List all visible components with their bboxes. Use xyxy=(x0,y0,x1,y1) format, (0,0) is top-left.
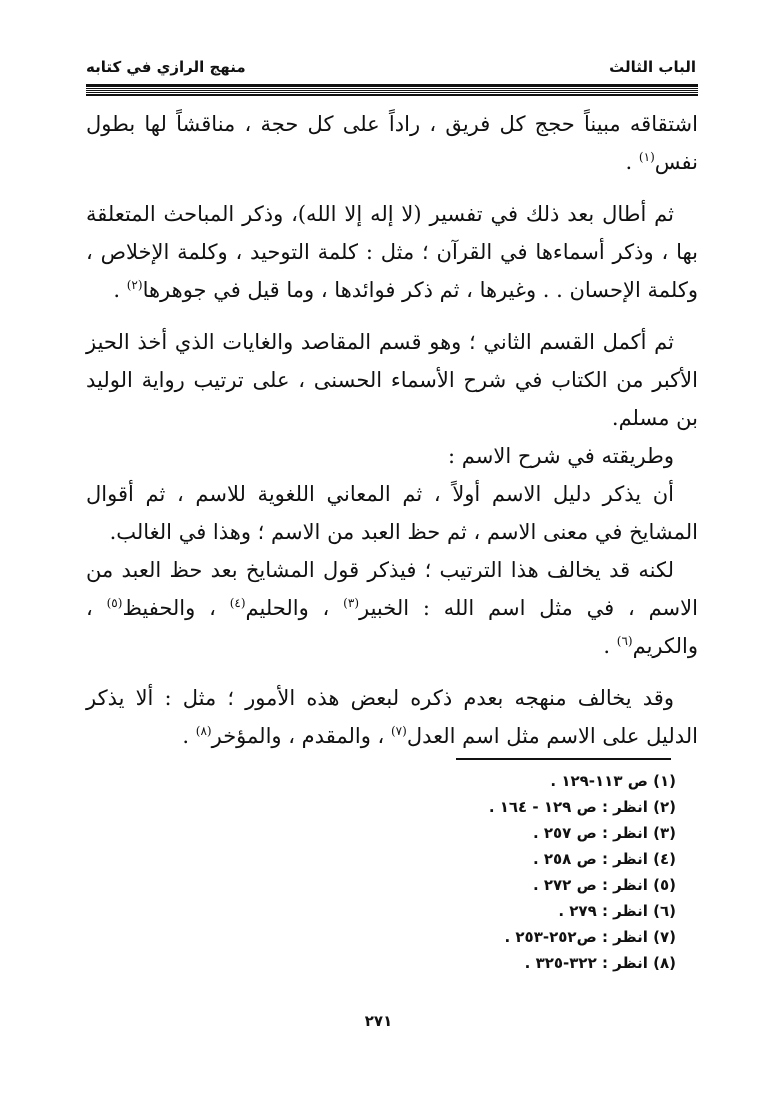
footnote-6: (٦) انظر : ٢٧٩ . xyxy=(558,902,676,920)
book-title: منهج الرازي في كتابه xyxy=(86,58,246,76)
paragraph-4: وطريقته في شرح الاسم : xyxy=(448,444,674,468)
footnote-ref-2: (٢) xyxy=(126,278,143,292)
footnote-rule xyxy=(456,758,671,760)
main-text xyxy=(86,105,698,755)
paragraph-1: اشتقاقه مبيناً حجج كل فريق ، راداً على كل حجة ، مناقشاً لها بطول نفس$^{(١)}$ . xyxy=(86,112,698,174)
footnote-4: (٤) انظر : ص ٢٥٨ . xyxy=(532,850,676,868)
footnote-ref-4: (٤) xyxy=(229,596,246,610)
footnote-3: (٣) انظر : ص ٢٥٧ . xyxy=(532,824,676,842)
paragraph-7: وقد يخالف منهجه بعدم ذكره لبعض هذه الأمور ؛ مثل : ألا يذكر الدليل على الاسم مثل اسم العدل$^{(٧)}$ ، والمقدم ، والمؤخر$^{(٨)}$ . xyxy=(86,686,698,748)
paragraph-3: ثم أكمل القسم الثاني ؛ وهو قسم المقاصد والغايات الذي أخذ الحيز الأكبر من الكتاب في شرح الأسماء الحسنى ، على ترتيب رواية الوليد بن مسلم. xyxy=(86,330,698,430)
footnote-ref-8: (٨) xyxy=(195,724,212,738)
footnote-2: (٢) انظر : ص ١٢٩ - ١٦٤ . xyxy=(488,798,676,816)
page-number: ٢٧١ xyxy=(364,1012,393,1030)
footnote-1: (١) ص ١١٣-١٢٩ . xyxy=(550,772,676,790)
footnote-ref-1: (١) xyxy=(638,150,655,164)
footnote-ref-6: (٦) xyxy=(616,634,633,648)
header-rule xyxy=(86,84,698,96)
footnote-ref-3: (٣) xyxy=(343,596,359,610)
footnote-5: (٥) انظر : ص ٢٧٢ . xyxy=(532,876,676,894)
running-header xyxy=(86,58,696,82)
chapter-title: الباب الثالث xyxy=(609,58,696,76)
footnote-ref-7: (٧) xyxy=(390,724,407,738)
paragraph-6: لكنه قد يخالف هذا الترتيب ؛ فيذكر قول المشايخ بعد حظ العبد من الاسم ، في مثل اسم الله : الخبير$^{(٣)}$ ، والحليم$^{(٤)}$ ، والحفيظ$^{(٥)}$ ، والكريم$^{(٦)}$ . xyxy=(86,558,698,658)
paragraph-5: أن يذكر دليل الاسم أولاً ، ثم المعاني اللغوية للاسم ، ثم أقوال المشايخ في معنى الاسم ، ثم حظ العبد من الاسم ؛ وهذا في الغالب. xyxy=(86,482,698,544)
footnote-7: (٧) انظر : ص٢٥٢-٢٥٣ . xyxy=(504,928,676,946)
footnote-ref-5: (٥) xyxy=(106,596,123,610)
footnotes xyxy=(86,768,698,976)
footnote-8: (٨) انظر : ٣٢٢-٣٢٥ . xyxy=(524,954,676,972)
paragraph-2: ثم أطال بعد ذلك في تفسير (لا إله إلا الله)، وذكر المباحث المتعلقة بها ، وذكر أسماءها في القرآن ؛ مثل : كلمة التوحيد ، وكلمة الإخلاص ، وكلمة الإحسان . . وغيرها ، ثم ذكر فوائدها ، وما قيل في جوهرها$^{(٢)}$ . xyxy=(86,202,698,302)
